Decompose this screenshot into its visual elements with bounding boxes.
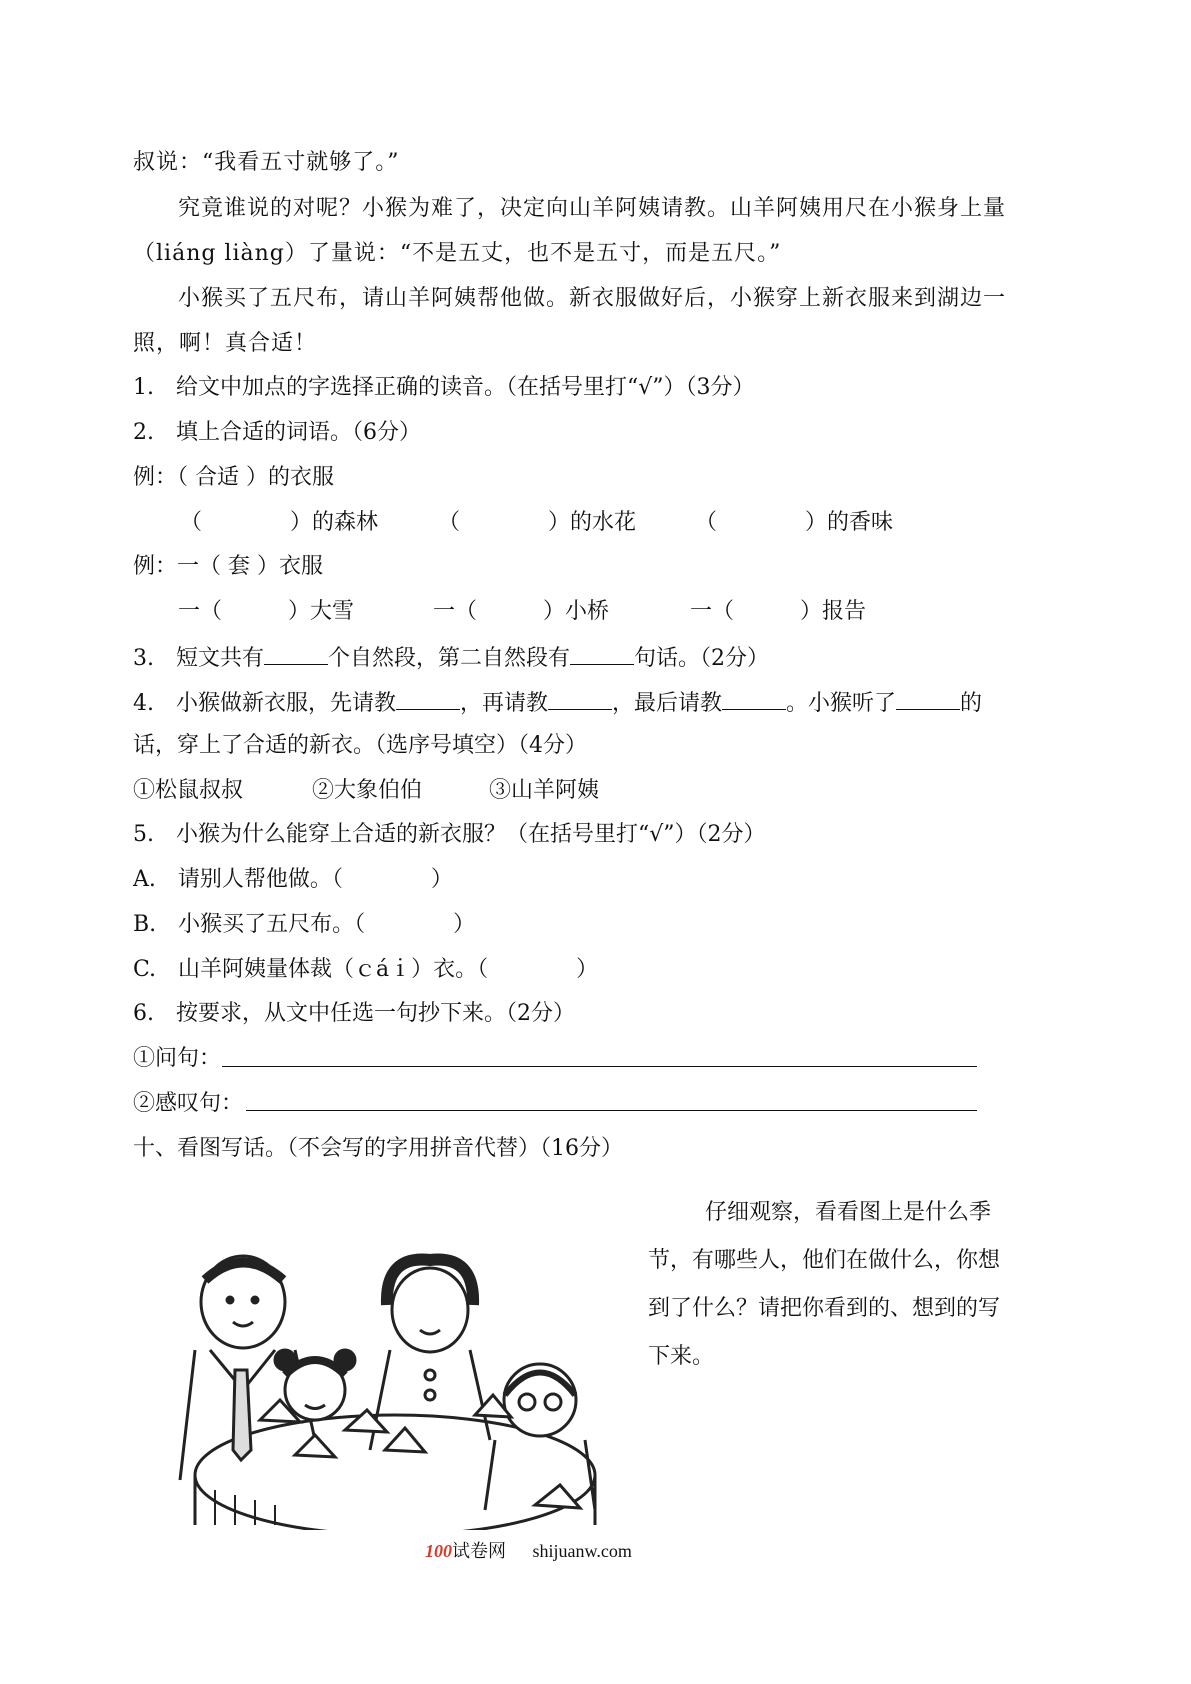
option-2: ②大象伯伯	[312, 778, 423, 803]
fill-splash[interactable]: （ ）的水花	[438, 510, 637, 535]
q4-blank-third[interactable]	[722, 687, 786, 710]
q4-blank-first[interactable]	[396, 687, 460, 710]
q4-text-b: ，再请教	[460, 691, 549, 716]
q4-blank-second[interactable]	[548, 687, 612, 710]
option-1: ①松鼠叔叔	[133, 778, 244, 803]
q4-text-e: 的	[960, 691, 983, 716]
choice-b[interactable]: B. 小猴买了五尺布。（ ）	[133, 912, 476, 937]
fill-forest[interactable]: （ ）的森林	[180, 510, 379, 535]
question-6: 6. 按要求，从文中任选一句抄下来。（2分）	[133, 1001, 575, 1026]
choice-c[interactable]: C. 山羊阿姨量体裁（ｃáｉ）衣。（ ）	[133, 957, 599, 982]
fill-report[interactable]: 一（ ）报告	[690, 599, 867, 624]
q3-text-c: 句话。（2分）	[634, 646, 770, 671]
question-4	[133, 687, 982, 719]
fill-bridge[interactable]: 一（ ）小桥	[433, 599, 610, 624]
exclamation-answer-line[interactable]	[246, 1110, 977, 1111]
section-10-title: 十、看图写话。（不会写的字用拼音代替）（16分）	[133, 1136, 623, 1161]
q4-text-a: 4. 小猴做新衣服，先请教	[133, 691, 396, 716]
question-3	[133, 642, 769, 674]
story-line-5: 照，啊！真合适！	[133, 331, 318, 356]
q3-blank-paragraphs[interactable]	[264, 642, 328, 665]
q3-blank-sentences[interactable]	[570, 642, 634, 665]
story-line-2: 究竟谁说的对呢？小猴为难了，决定向山羊阿姨请教。山羊阿姨用尺在小猴身上量	[178, 196, 1007, 221]
question-4-line-2: 话，穿上了合适的新衣。（选序号填空）（4分）	[133, 733, 587, 758]
fill-snow[interactable]: 一（ ）大雪	[178, 599, 355, 624]
example-1: 例：（ 合适 ）的衣服	[133, 465, 334, 490]
question-answer-line[interactable]	[222, 1066, 977, 1067]
question-label: ①问句：	[133, 1046, 222, 1071]
option-3: ③山羊阿姨	[489, 778, 600, 803]
watermark-site-name: 试卷网	[452, 1541, 506, 1561]
choice-a[interactable]: A. 请别人帮他做。（ ）	[133, 867, 453, 892]
q3-text-a: 3. 短文共有	[133, 646, 264, 671]
writing-prompt-line-2: 节，有哪些人，他们在做什么，你想	[648, 1248, 1001, 1273]
watermark	[425, 1537, 632, 1563]
story-line-4: 小猴买了五尺布，请山羊阿姨帮他做。新衣服做好后，小猴穿上新衣服来到湖边一	[178, 286, 1007, 311]
q4-text-c: ，最后请教	[612, 691, 723, 716]
watermark-url: shijuanw.com	[532, 1541, 632, 1561]
question-1: 1. 给文中加点的字选择正确的读音。（在括号里打“√”）（3分）	[133, 375, 755, 400]
question-5: 5. 小猴为什么能穿上合适的新衣服？（在括号里打“√”）（2分）	[133, 822, 766, 847]
writing-prompt-line-4: 下来。	[648, 1344, 715, 1369]
watermark-logo: 100	[425, 1541, 452, 1561]
story-line-3: （liáng liàng）了量说：“不是五丈，也不是五寸，而是五尺。”	[133, 241, 782, 266]
writing-prompt-line-1: 仔细观察，看看图上是什么季	[705, 1200, 992, 1225]
q4-text-d: 。小猴听了	[786, 691, 897, 716]
q3-text-b: 个自然段，第二自然段有	[328, 646, 571, 671]
question-2: 2. 填上合适的词语。（6分）	[133, 420, 421, 445]
story-line-1: 叔说：“我看五寸就够了。”	[133, 150, 400, 175]
writing-prompt-line-3: 到了什么？请把你看到的、想到的写	[648, 1296, 1001, 1321]
q4-blank-listened[interactable]	[896, 687, 960, 710]
exclamation-label: ②感叹句：	[133, 1091, 244, 1116]
fill-fragrance[interactable]: （ ）的香味	[695, 510, 894, 535]
family-watermelon-illustration	[155, 1250, 605, 1530]
example-2: 例：一（ 套 ）衣服	[133, 554, 323, 579]
